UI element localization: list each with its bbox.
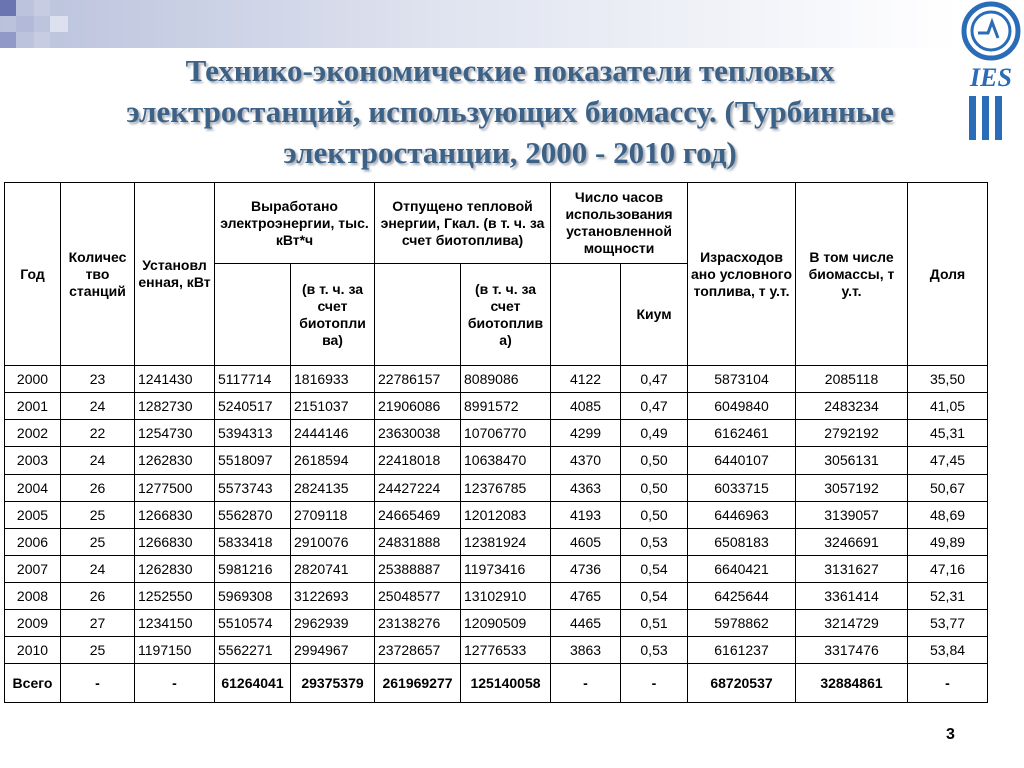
table-cell: 45,31	[908, 420, 988, 447]
table-cell: 0,47	[621, 366, 688, 393]
table-cell: 26	[61, 583, 135, 610]
header-installed: Установл енная, кВт	[135, 183, 215, 366]
table-cell: -	[551, 664, 621, 703]
table-cell: 0,50	[621, 474, 688, 501]
header-heat-bio: (в т. ч. за счет биотоплив а)	[461, 264, 551, 366]
table-body	[5, 366, 988, 703]
table-cell: 5240517	[215, 393, 291, 420]
table-cell: 0,50	[621, 501, 688, 528]
table-cell: 2792192	[796, 420, 908, 447]
table-row	[5, 366, 988, 393]
table-cell: 21906086	[375, 393, 461, 420]
table-cell: 4736	[551, 555, 621, 582]
table-cell: 3361414	[796, 583, 908, 610]
table-cell: 47,45	[908, 447, 988, 474]
table-cell: 3317476	[796, 637, 908, 664]
table-cell: 22418018	[375, 447, 461, 474]
table-cell: 23728657	[375, 637, 461, 664]
table-cell: 12376785	[461, 474, 551, 501]
table-cell: 1241430	[135, 366, 215, 393]
table-cell: 22786157	[375, 366, 461, 393]
table-cell: 6161237	[688, 637, 796, 664]
table-cell: 3056131	[796, 447, 908, 474]
table-cell: 12012083	[461, 501, 551, 528]
table-cell: 22	[61, 420, 135, 447]
table-cell: 0,50	[621, 447, 688, 474]
table-cell: 6440107	[688, 447, 796, 474]
decor-square	[0, 0, 16, 16]
table-cell: 11973416	[461, 555, 551, 582]
table-cell: 47,16	[908, 555, 988, 582]
table-cell: 4193	[551, 501, 621, 528]
table-cell: 6033715	[688, 474, 796, 501]
table-cell: 0,54	[621, 555, 688, 582]
table-cell: Всего	[5, 664, 61, 703]
table-row	[5, 474, 988, 501]
table-cell: 2003	[5, 447, 61, 474]
table-cell: 4085	[551, 393, 621, 420]
table-cell: 24	[61, 393, 135, 420]
table-cell: 0,51	[621, 610, 688, 637]
table-cell: 2444146	[291, 420, 375, 447]
header-fuel: Израсходов ано условного топлива, т у.т.	[688, 183, 796, 366]
table-cell: 5562870	[215, 501, 291, 528]
table-cell: 1816933	[291, 366, 375, 393]
table-cell: 2000	[5, 366, 61, 393]
table-cell: -	[61, 664, 135, 703]
table-row	[5, 637, 988, 664]
table-cell: 25	[61, 528, 135, 555]
table-cell: 2709118	[291, 501, 375, 528]
table-cell: 4370	[551, 447, 621, 474]
table-cell: 3131627	[796, 555, 908, 582]
header-electricity-total	[215, 264, 291, 366]
table-cell: 5117714	[215, 366, 291, 393]
table-cell: 50,67	[908, 474, 988, 501]
table-cell: 6425644	[688, 583, 796, 610]
table-cell: 12776533	[461, 637, 551, 664]
table-cell: 0,53	[621, 637, 688, 664]
table-cell: 3139057	[796, 501, 908, 528]
table-cell: 6446963	[688, 501, 796, 528]
table-cell: 41,05	[908, 393, 988, 420]
header-gradient-bar	[0, 0, 960, 48]
table-cell: 125140058	[461, 664, 551, 703]
table-cell: 24831888	[375, 528, 461, 555]
header-biomass: В том числе биомассы, т у.т.	[796, 183, 908, 366]
table-cell: 2009	[5, 610, 61, 637]
table-cell: 3057192	[796, 474, 908, 501]
table-row	[5, 501, 988, 528]
table-cell: 2007	[5, 555, 61, 582]
table-row	[5, 420, 988, 447]
table-cell: 6508183	[688, 528, 796, 555]
table-cell: 5510574	[215, 610, 291, 637]
table-cell: 2004	[5, 474, 61, 501]
table-cell: 24427224	[375, 474, 461, 501]
table-cell: 23	[61, 366, 135, 393]
table-cell: 8089086	[461, 366, 551, 393]
table-cell: 4605	[551, 528, 621, 555]
header-heat-total	[375, 264, 461, 366]
table-cell: 5562271	[215, 637, 291, 664]
table-row	[5, 393, 988, 420]
header-stations: Количес тво станций	[61, 183, 135, 366]
table-cell: 2994967	[291, 637, 375, 664]
header-year: Год	[5, 183, 61, 366]
table-cell: 24	[61, 447, 135, 474]
table-row	[5, 447, 988, 474]
table-cell: 32884861	[796, 664, 908, 703]
table-cell: 13102910	[461, 583, 551, 610]
data-table	[4, 182, 988, 703]
table-cell: 3863	[551, 637, 621, 664]
table-cell: 2008	[5, 583, 61, 610]
table-cell: 27	[61, 610, 135, 637]
table-cell: 4299	[551, 420, 621, 447]
decor-square	[34, 32, 50, 48]
table-cell: 2618594	[291, 447, 375, 474]
table-cell: 0,53	[621, 528, 688, 555]
table-cell: 1277500	[135, 474, 215, 501]
table-cell: 0,47	[621, 393, 688, 420]
table-cell: 4765	[551, 583, 621, 610]
table-cell: 10638470	[461, 447, 551, 474]
table-cell: 2824135	[291, 474, 375, 501]
table-cell: 25048577	[375, 583, 461, 610]
table-cell: 6162461	[688, 420, 796, 447]
table-cell: 52,31	[908, 583, 988, 610]
decor-square	[0, 32, 16, 48]
table-cell: 5518097	[215, 447, 291, 474]
table-cell: 24665469	[375, 501, 461, 528]
table-cell: 6049840	[688, 393, 796, 420]
table-cell: 5981216	[215, 555, 291, 582]
table-cell: 1282730	[135, 393, 215, 420]
table-cell: 10706770	[461, 420, 551, 447]
table-cell: 5969308	[215, 583, 291, 610]
table-row	[5, 528, 988, 555]
table-cell: 2483234	[796, 393, 908, 420]
table-cell: 1266830	[135, 528, 215, 555]
table-cell: 2010	[5, 637, 61, 664]
ies-logo	[958, 0, 1024, 142]
table-row	[5, 583, 988, 610]
table-cell: 2962939	[291, 610, 375, 637]
table-row	[5, 555, 988, 582]
table-cell: 8991572	[461, 393, 551, 420]
table-cell: 48,69	[908, 501, 988, 528]
table-cell: 61264041	[215, 664, 291, 703]
logo-text: IES	[970, 63, 1012, 92]
table-cell: 1234150	[135, 610, 215, 637]
decor-square	[16, 16, 34, 32]
table-cell: 1197150	[135, 637, 215, 664]
header-heat: Отпущено тепловой энергии, Гкал. (в т. ч. за счет биотоплива)	[375, 183, 551, 264]
header-kium: Киум	[621, 264, 688, 366]
table-cell: 29375379	[291, 664, 375, 703]
decor-square	[34, 0, 50, 16]
table-cell: 3214729	[796, 610, 908, 637]
table-cell: 2085118	[796, 366, 908, 393]
table-row	[5, 610, 988, 637]
table-cell: 6640421	[688, 555, 796, 582]
table-cell: 2005	[5, 501, 61, 528]
table-cell: 25388887	[375, 555, 461, 582]
table-cell: 4363	[551, 474, 621, 501]
table-cell: 5873104	[688, 366, 796, 393]
table-cell: 1254730	[135, 420, 215, 447]
table-cell: 4122	[551, 366, 621, 393]
header-electricity-bio: (в т. ч. за счет биотопли ва)	[291, 264, 375, 366]
table-cell: 68720537	[688, 664, 796, 703]
table-cell: 2820741	[291, 555, 375, 582]
table-cell: 4465	[551, 610, 621, 637]
table-cell: 3246691	[796, 528, 908, 555]
table-cell: 12381924	[461, 528, 551, 555]
table-cell: 2151037	[291, 393, 375, 420]
slide-title: Технико-экономические показатели тепловых электростанций, использующих биомассу. (Турбинные электростанции, 2000 - 2010 год)	[126, 53, 894, 170]
table-cell: 0,54	[621, 583, 688, 610]
table-cell: 35,50	[908, 366, 988, 393]
table-cell: 2002	[5, 420, 61, 447]
table-cell: 1252550	[135, 583, 215, 610]
header-electricity: Выработано электроэнергии, тыс. кВт*ч	[215, 183, 375, 264]
table-cell: 0,49	[621, 420, 688, 447]
table-cell: 1262830	[135, 555, 215, 582]
table-cell: 49,89	[908, 528, 988, 555]
table-cell: 25	[61, 637, 135, 664]
table-cell: 2001	[5, 393, 61, 420]
table-cell: 2006	[5, 528, 61, 555]
table-cell: 2910076	[291, 528, 375, 555]
table-cell: 5573743	[215, 474, 291, 501]
table-cell: -	[621, 664, 688, 703]
table-cell: 1266830	[135, 501, 215, 528]
table-cell: -	[908, 664, 988, 703]
table-cell: 1262830	[135, 447, 215, 474]
table-cell: 5978862	[688, 610, 796, 637]
table-cell: 24	[61, 555, 135, 582]
table-cell: 53,84	[908, 637, 988, 664]
page-number: 3	[946, 726, 955, 743]
header-hours: Число часов использования установленной мощности	[551, 183, 688, 264]
table-cell: 23630038	[375, 420, 461, 447]
header-share: Доля	[908, 183, 988, 366]
table-cell: -	[135, 664, 215, 703]
table-cell: 23138276	[375, 610, 461, 637]
table-total-row	[5, 664, 988, 703]
table-cell: 261969277	[375, 664, 461, 703]
decor-square	[50, 16, 68, 32]
table-cell: 12090509	[461, 610, 551, 637]
header-hours-value	[551, 264, 621, 366]
table-cell: 26	[61, 474, 135, 501]
table-cell: 53,77	[908, 610, 988, 637]
table-cell: 3122693	[291, 583, 375, 610]
table-cell: 5394313	[215, 420, 291, 447]
table-cell: 25	[61, 501, 135, 528]
table-cell: 5833418	[215, 528, 291, 555]
